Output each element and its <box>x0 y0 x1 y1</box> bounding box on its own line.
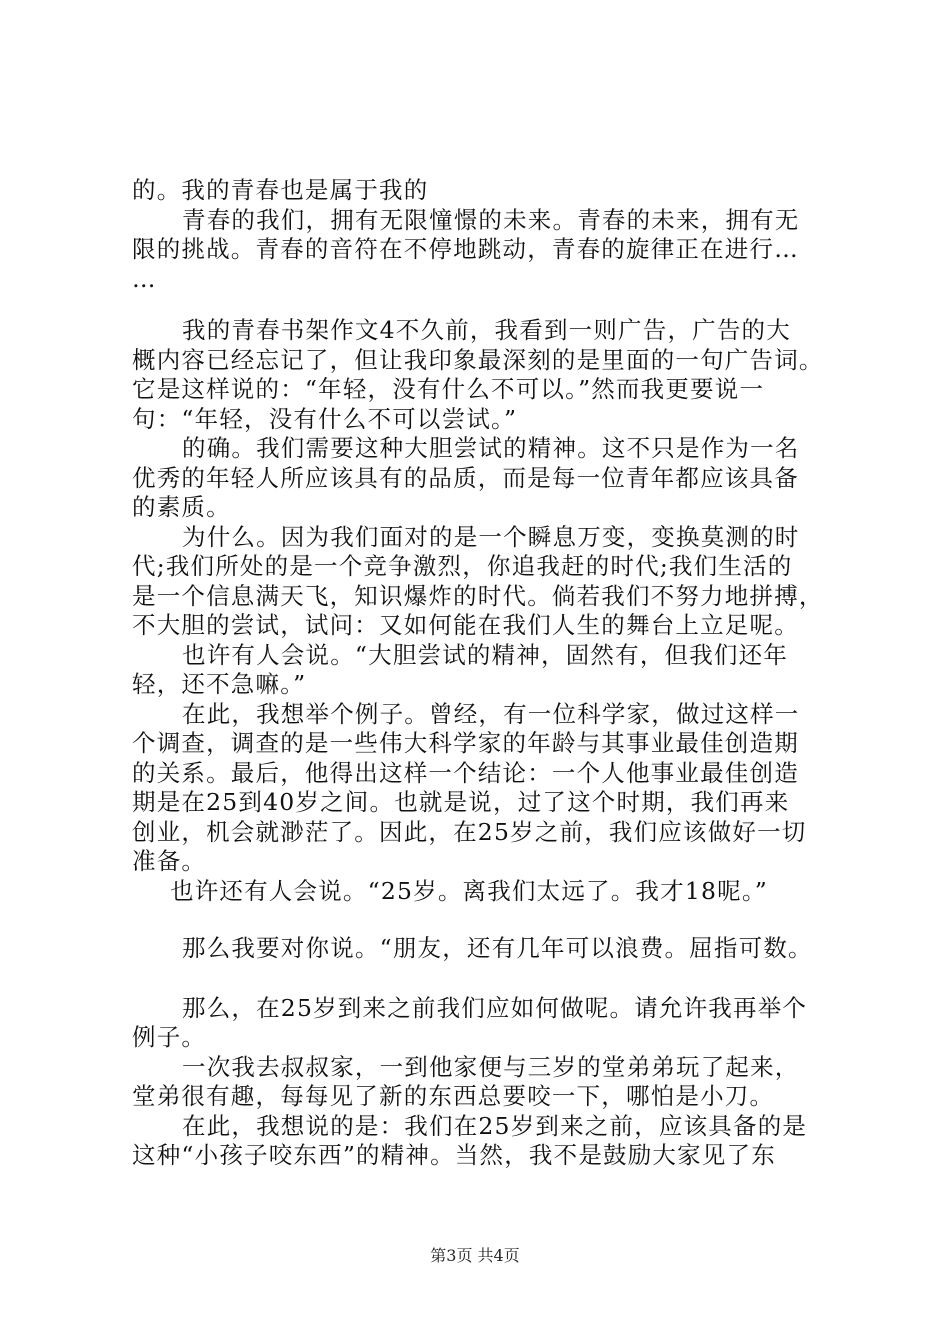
text-line: 那么，在25岁到来之前我们应如何做呢。请允许我再举个 <box>182 993 808 1022</box>
text-line: 为什么。因为我们面对的是一个瞬息万变，变换莫测的时 <box>182 522 800 551</box>
text-line: 轻，还不急嘛。” <box>132 670 307 698</box>
text-line: 青春的我们，拥有无限憧憬的未来。青春的未来，拥有无 <box>182 205 800 234</box>
text-line: 个调查，调查的是一些伟大科学家的年龄与其事业最佳创造期 <box>132 729 799 757</box>
text-line: 那么我要对你说。“朋友，还有几年可以浪费。屈指可数。 <box>182 934 813 962</box>
paragraph-gap <box>132 964 832 994</box>
text-line: 优秀的年轻人所应该具有的品质，而是每一位青年都应该具备 <box>132 463 799 492</box>
text-line: 句：“年轻，没有什么不可以尝试。” <box>132 404 518 433</box>
text-line: 代;我们所处的是一个竞争激烈，你追我赶的时代;我们生活的 <box>132 552 793 580</box>
text-line: 的。我的青春也是属于我的 <box>132 176 429 204</box>
text-line: 一次我去叔叔家，一到他家便与三岁的堂弟弟玩了起来， <box>182 1052 800 1081</box>
document-body <box>132 176 832 1171</box>
text-line: 在此，我想说的是：我们在25岁到来之前，应该具备的是 <box>182 1111 808 1140</box>
text-line: 也许还有人会说。“25岁。离我们太远了。我才18呢。” <box>170 876 768 905</box>
text-line: … <box>132 264 157 293</box>
text-line: 限的挑战。青春的音符在不停地跳动，青春的旋律正在进行… <box>132 235 799 263</box>
text-line: 期是在25到40岁之间。也就是说，过了这个时期，我们再来 <box>132 788 790 816</box>
text-line: 准备。 <box>132 847 207 875</box>
text-line: 堂弟很有趣，每每见了新的东西总要咬一下，哪怕是小刀。 <box>132 1082 775 1110</box>
text-line: 概内容已经忘记了，但让我印象最深刻的是里面的一句广告词。 <box>132 345 824 374</box>
text-line: 它是这样说的：“年轻，没有什么不可以。”然而我更要说一 <box>132 375 765 403</box>
paragraph-gap <box>132 906 832 934</box>
text-line: 也许有人会说。“大胆尝试的精神，固然有，但我们还年 <box>182 640 789 669</box>
paragraph-gap <box>132 294 832 316</box>
text-line: 的素质。 <box>132 493 231 521</box>
text-line: 创业，机会就渺茫了。因此，在25岁之前，我们应该做好一切 <box>132 817 807 846</box>
text-line: 在此，我想举个例子。曾经，有一位科学家，做过这样一 <box>182 699 800 728</box>
text-line: 例子。 <box>132 1023 207 1051</box>
text-line: 这种“小孩子咬东西”的精神。当然，我不是鼓励大家见了东 <box>132 1141 776 1169</box>
text-line: 是一个信息满天飞，知识爆炸的时代。倘若我们不努力地拼搏， <box>132 581 824 610</box>
text-line: 的关系。最后，他得出这样一个结论：一个人他事业最佳创造 <box>132 758 799 787</box>
text-line: 的确。我们需要这种大胆尝试的精神。这不只是作为一名 <box>182 434 800 462</box>
text-line: 不大胆的尝试，试问：又如何能在我们人生的舞台上立足呢。 <box>132 611 799 639</box>
text-line: 我的青春书架作文4不久前，我看到一则广告，广告的大 <box>182 316 791 344</box>
page-footer: 第3页 共4页 <box>430 1246 520 1265</box>
